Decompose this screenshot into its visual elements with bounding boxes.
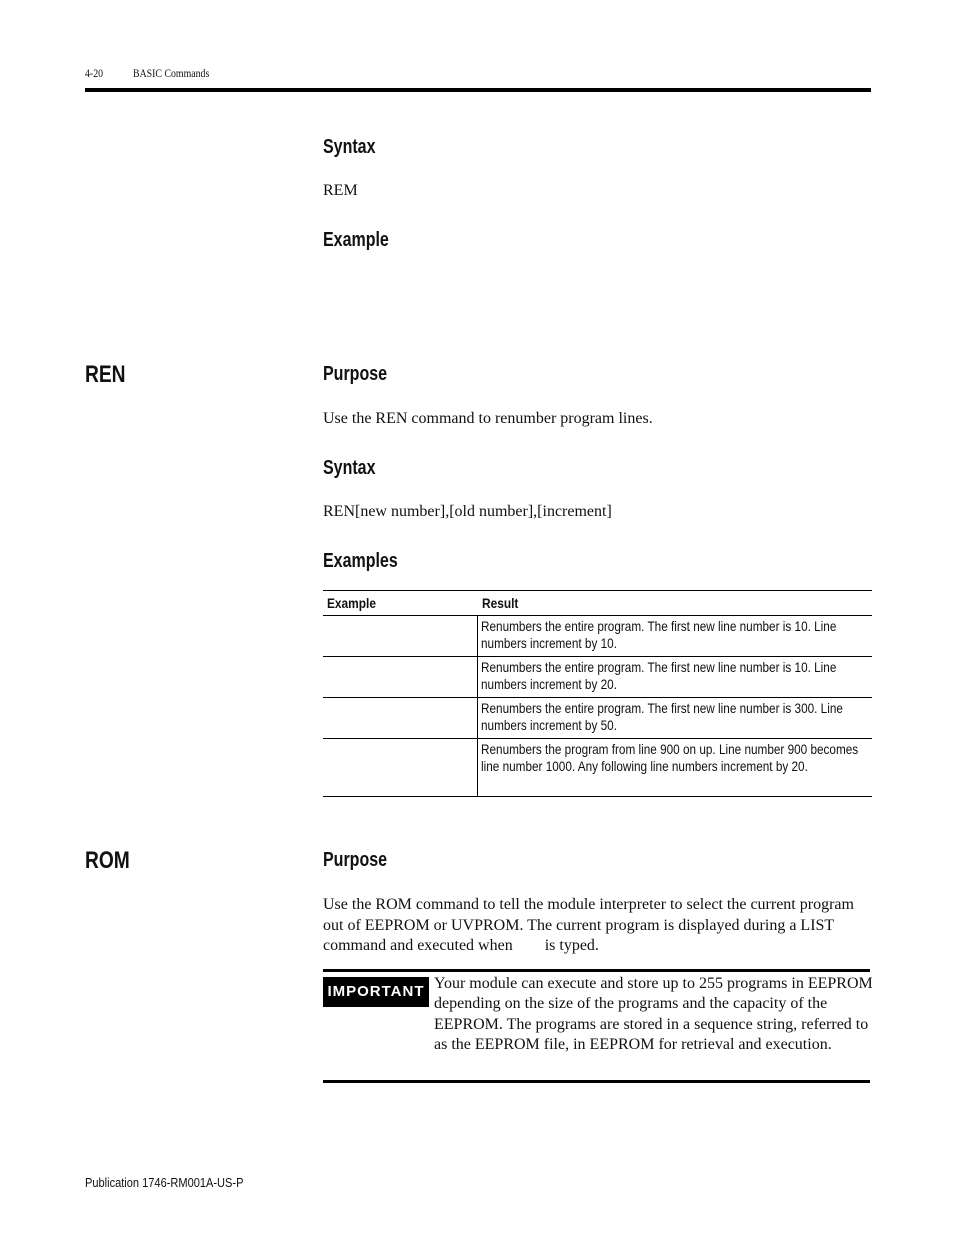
table-cell-example [323,739,478,796]
table-row [323,698,872,739]
page-number: 4-20 [85,66,104,80]
table-cell-result: Renumbers the program from line 900 on up. Line number 900 becomes line number 1000. Any following line numbers increment by 20. [481,741,859,774]
ren-section-title: REN [85,361,126,388]
table-header-result: Result [482,595,519,611]
header-rule [85,88,871,92]
ren-purpose-heading: Purpose [323,363,388,385]
important-badge: IMPORTANT [323,977,429,1007]
rem-syntax-text: REM [323,182,358,199]
table-header-row [323,591,872,616]
rem-example-heading: Example [323,229,389,251]
important-note-text: Your module can execute and store up to 255 programs in EEPROM depending on the size of the programs and the capacity of the EEPROM. The programs are stored in a sequence string, referred to as the EEPROM file, in EEPROM for retrieval and execution. [434,975,873,1053]
ren-examples-table [323,590,872,797]
table-cell-result: Renumbers the entire program. The first new line number is 10. Line numbers increment by 20. [481,659,837,692]
ren-examples-heading: Examples [323,550,398,572]
table-cell-result: Renumbers the entire program. The first new line number is 10. Line numbers increment by 10. [481,618,837,651]
ren-purpose-text: Use the REN command to renumber program lines. [323,410,653,427]
rom-section-title: ROM [85,847,130,874]
ren-syntax-heading: Syntax [323,457,376,479]
publication-footer: Publication 1746-RM001A-US-P [85,1175,244,1190]
rem-syntax-heading: Syntax [323,136,376,158]
table-cell-example [323,698,478,738]
table-cell-result: Renumbers the entire program. The first new line number is 300. Line numbers increment by 50. [481,700,843,733]
table-row [323,739,872,797]
rom-purpose-heading: Purpose [323,849,388,871]
table-header-example: Example [327,595,376,611]
ren-syntax-text: REN[new number],[old number],[increment] [323,503,612,520]
table-row [323,657,872,698]
table-cell-example [323,616,478,656]
table-cell-example [323,657,478,697]
important-bottom-rule [323,1080,870,1083]
rom-purpose-text: Use the ROM command to tell the module interpreter to select the current program out of EEPROM or UVPROM. The current program is displayed during a LIST command and executed when is typed. [323,896,858,954]
table-row [323,616,872,657]
important-top-rule [323,969,870,972]
running-header-title: BASIC Commands [133,66,210,80]
